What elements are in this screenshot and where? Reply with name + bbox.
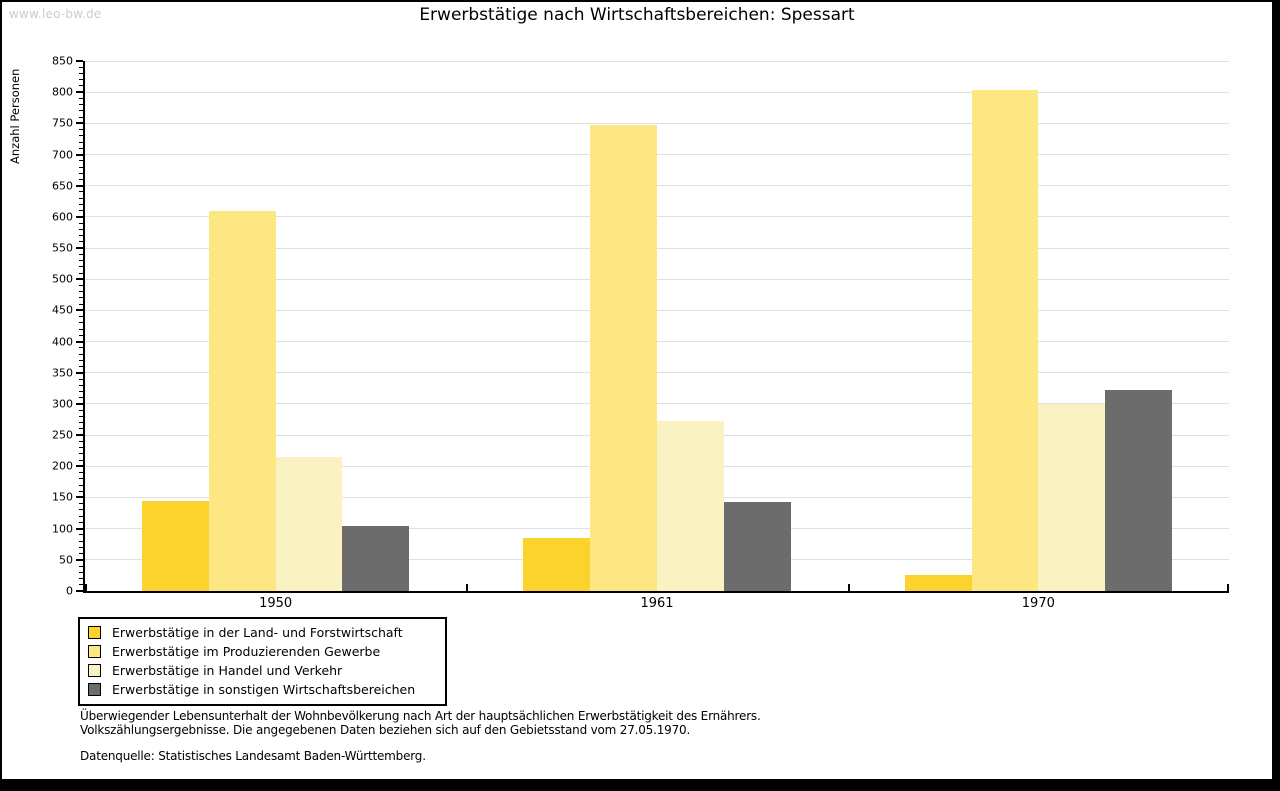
y-tick-label: 200 xyxy=(52,459,73,473)
y-major-tick xyxy=(76,122,83,124)
y-major-tick xyxy=(76,341,83,343)
y-tick-label: 50 xyxy=(59,553,73,567)
bar-1961-series2 xyxy=(590,125,657,591)
y-tick-label: 450 xyxy=(52,303,73,317)
gridline xyxy=(85,185,1229,186)
y-tick-label: 800 xyxy=(52,85,73,99)
y-tick-label: 850 xyxy=(52,54,73,68)
y-axis-line xyxy=(83,61,85,591)
footer-notes xyxy=(80,710,761,764)
bar-1961-series1 xyxy=(523,538,590,591)
bar-1950-series2 xyxy=(209,211,276,591)
y-major-tick xyxy=(76,185,83,187)
y-major-tick xyxy=(76,403,83,405)
bar-1950-series3 xyxy=(276,457,343,591)
bar-1961-series3 xyxy=(657,421,724,591)
y-tick-label: 300 xyxy=(52,397,73,411)
plot-area xyxy=(52,54,1229,611)
gridline xyxy=(85,123,1229,124)
y-tick-label: 0 xyxy=(66,584,73,598)
y-tick-label: 250 xyxy=(52,428,73,442)
footer-note-line2: Volkszählungsergebnisse. Die angegebenen Daten beziehen sich auf den Gebietsstand vom 27.05.1970. xyxy=(80,722,691,737)
x-tick xyxy=(466,584,468,591)
y-major-tick xyxy=(76,528,83,530)
bar-1970-series2 xyxy=(972,90,1039,591)
y-tick-label: 150 xyxy=(52,490,73,504)
y-major-tick xyxy=(76,309,83,311)
y-tick-label: 600 xyxy=(52,210,73,224)
y-major-tick xyxy=(76,278,83,280)
y-major-tick xyxy=(76,91,83,93)
y-major-tick xyxy=(76,372,83,374)
legend-item-3 xyxy=(88,661,437,680)
x-axis-line xyxy=(83,591,1229,593)
y-tick-label: 700 xyxy=(52,148,73,162)
legend-label: Erwerbstätige im Produzierenden Gewerbe xyxy=(112,644,381,659)
watermark: www.leo-bw.de xyxy=(9,7,102,21)
bar-1950-series4 xyxy=(342,526,409,591)
x-tick xyxy=(1227,584,1229,591)
y-major-tick xyxy=(76,154,83,156)
y-major-tick xyxy=(76,60,83,62)
y-tick-label: 100 xyxy=(52,522,73,536)
y-major-tick xyxy=(76,559,83,561)
legend xyxy=(78,617,447,706)
gridline xyxy=(85,154,1229,155)
legend-label: Erwerbstätige in der Land- und Forstwirtschaft xyxy=(112,625,403,640)
gridline xyxy=(85,61,1229,62)
x-category-label: 1970 xyxy=(1021,596,1055,611)
legend-label: Erwerbstätige in Handel und Verkehr xyxy=(112,663,343,678)
legend-swatch-icon xyxy=(88,664,101,677)
x-category-label: 1961 xyxy=(640,596,674,611)
y-tick-label: 550 xyxy=(52,241,73,255)
y-major-tick xyxy=(76,465,83,467)
legend-swatch-icon xyxy=(88,645,101,658)
y-tick-label: 400 xyxy=(52,335,73,349)
x-tick xyxy=(85,584,87,591)
y-axis-title: Anzahl Personen xyxy=(8,68,22,164)
y-tick-label: 650 xyxy=(52,179,73,193)
chart-title: Erwerbstätige nach Wirtschaftsbereichen: Spessart xyxy=(419,5,855,25)
y-major-tick xyxy=(76,216,83,218)
y-major-tick xyxy=(76,434,83,436)
legend-item-1 xyxy=(88,623,437,642)
bar-1970-series4 xyxy=(1105,390,1172,591)
legend-item-2 xyxy=(88,642,437,661)
legend-swatch-icon xyxy=(88,683,101,696)
x-category-label: 1950 xyxy=(259,596,293,611)
footer-note-line1: Überwiegender Lebensunterhalt der Wohnbevölkerung nach Art der hauptsächlichen Erwerbstätigkeit des Ernährers. xyxy=(80,709,761,723)
bar-1970-series3 xyxy=(1038,404,1105,591)
bar-1950-series1 xyxy=(142,501,209,591)
legend-label: Erwerbstätige in sonstigen Wirtschaftsbereichen xyxy=(112,682,416,697)
y-tick-label: 750 xyxy=(52,116,73,130)
y-tick-label: 350 xyxy=(52,366,73,380)
bar-1961-series4 xyxy=(724,502,791,591)
y-major-tick xyxy=(76,247,83,249)
legend-item-4 xyxy=(88,680,437,699)
gridline xyxy=(85,92,1229,93)
y-major-tick xyxy=(76,496,83,498)
y-tick-label: 500 xyxy=(52,272,73,286)
y-major-tick xyxy=(76,590,83,592)
legend-swatch-icon xyxy=(88,626,101,639)
bar-1970-series1 xyxy=(905,575,972,591)
x-tick xyxy=(848,584,850,591)
data-source-note: Datenquelle: Statistisches Landesamt Baden-Württemberg. xyxy=(80,749,426,763)
